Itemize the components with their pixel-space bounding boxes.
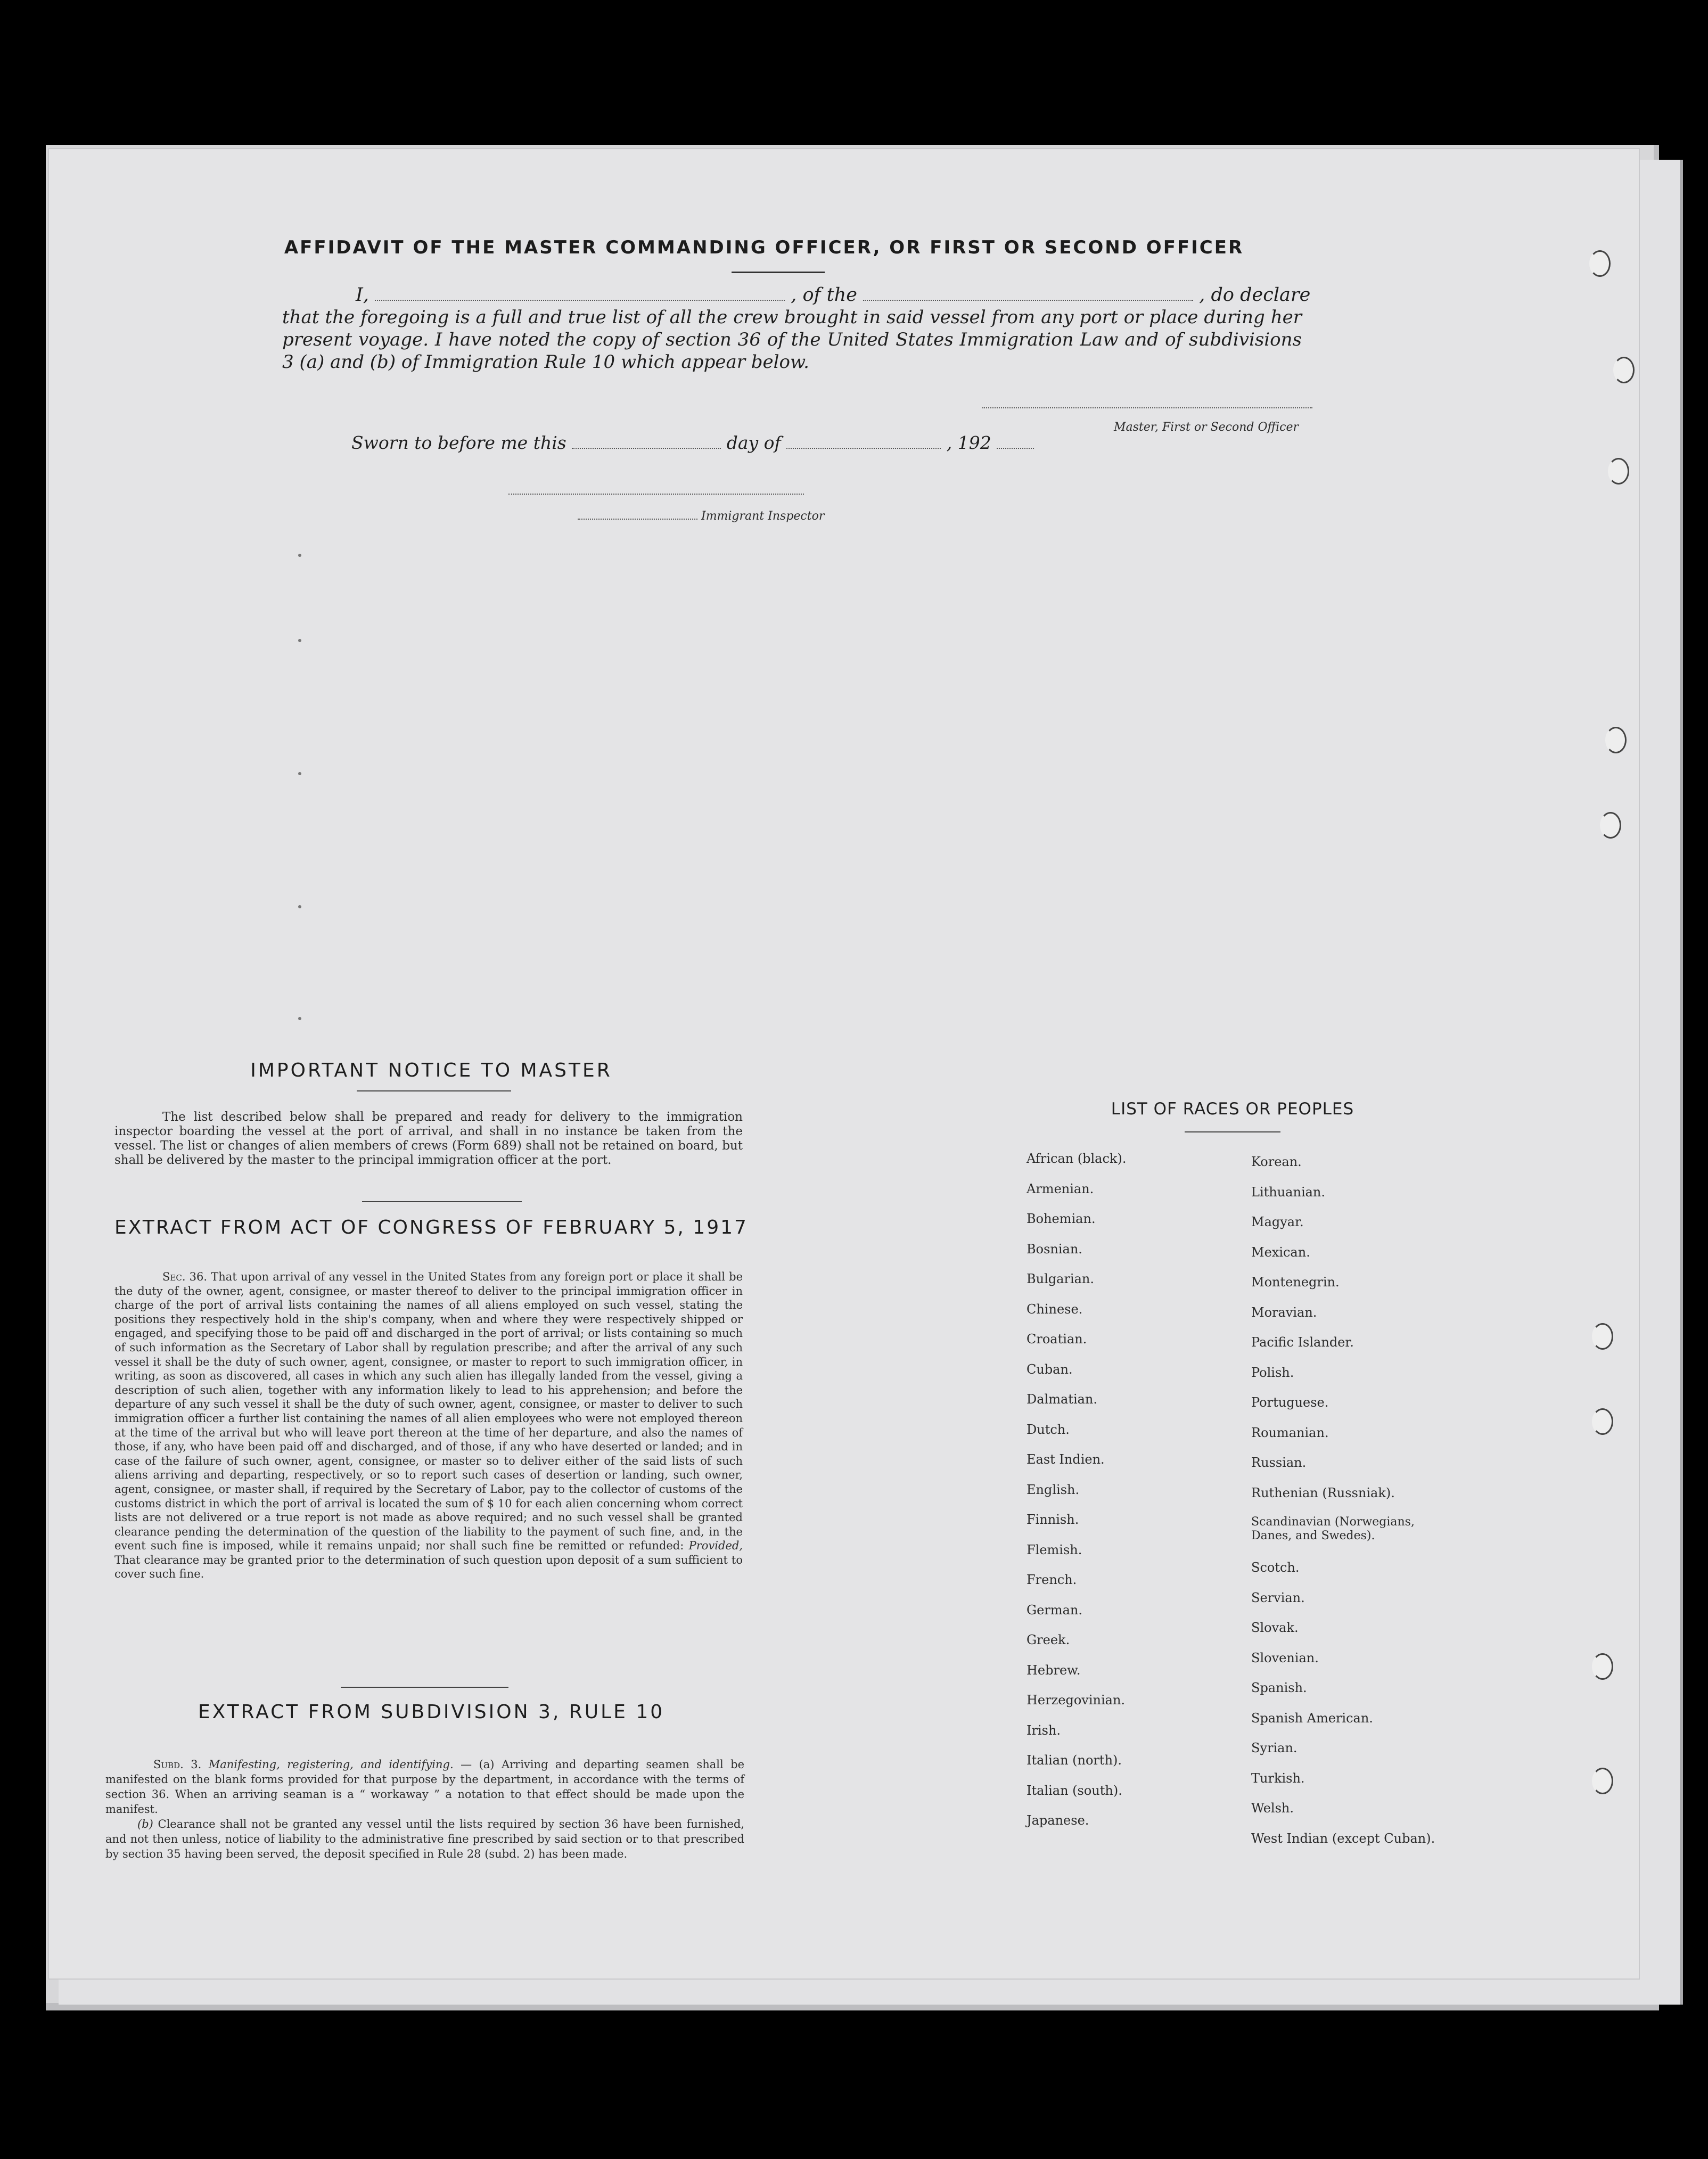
race-item: Lithuanian.	[1251, 1184, 1326, 1200]
race-item: Spanish.	[1251, 1680, 1307, 1695]
vessel-blank[interactable]	[863, 300, 1193, 301]
notice-title: IMPORTANT NOTICE TO MASTER	[250, 1060, 612, 1081]
year-label: , 192	[946, 432, 991, 453]
race-item: Roumanian.	[1251, 1425, 1329, 1440]
declaration-i: I,	[356, 284, 369, 306]
rule10-b-label: (b)	[137, 1818, 153, 1830]
race-item: Herzegovinian.	[1027, 1693, 1126, 1708]
binding-hole	[1608, 458, 1629, 485]
act-text	[114, 1270, 743, 1581]
race-item: Japanese.	[1027, 1813, 1089, 1828]
act-provided-text: That clearance may be granted prior to the determination of such question upon deposit of a sum sufficient to cover such fine.	[114, 1553, 743, 1581]
race-item: Moravian.	[1251, 1304, 1317, 1320]
binding-hole	[1592, 1323, 1613, 1350]
act-sec-label: Sec. 36.	[162, 1270, 208, 1283]
rule10-b	[105, 1817, 744, 1861]
race-item: Bulgarian.	[1027, 1271, 1094, 1286]
rule10-subd-title: Manifesting, registering, and identifying.	[208, 1758, 454, 1771]
race-item: Ruthenian (Russniak).	[1251, 1485, 1395, 1500]
race-item: Greek.	[1027, 1632, 1070, 1647]
race-item: Polish.	[1251, 1365, 1294, 1380]
notice-bottom-rule	[362, 1201, 522, 1202]
binding-hole	[1592, 1408, 1613, 1435]
margin-dot	[298, 905, 301, 908]
race-item: Magyar.	[1251, 1214, 1304, 1229]
rule10-b-text: Clearance shall not be granted any vessel until the lists required by section 36 have been furnished, and not then unless, notice of liability to the administrative fine prescribed by said section or to that prescribed by section 35 having been served, the deposit specified in Rule 28 (subd. 2) has been made.	[105, 1818, 744, 1860]
race-item: Bohemian.	[1027, 1211, 1096, 1226]
race-item: Mexican.	[1251, 1244, 1310, 1260]
race-item: Italian (north).	[1027, 1753, 1122, 1768]
margin-dot	[298, 639, 301, 642]
binding-hole	[1613, 357, 1635, 383]
race-item: Dutch.	[1027, 1422, 1070, 1437]
inspector-caption-text: Immigrant Inspector	[701, 510, 825, 523]
race-item: French.	[1027, 1572, 1077, 1587]
notice-rule	[357, 1090, 511, 1091]
race-item: Flemish.	[1027, 1542, 1082, 1557]
name-blank[interactable]	[375, 300, 785, 301]
race-item: East Indien.	[1027, 1452, 1105, 1467]
race-item: Bosnian.	[1027, 1241, 1082, 1257]
race-item: Slovenian.	[1251, 1650, 1319, 1665]
inspector-signature-line[interactable]	[508, 492, 804, 495]
sworn-label: Sworn to before me this	[351, 432, 566, 453]
race-item: Dalmatian.	[1027, 1392, 1098, 1407]
race-item: Finnish.	[1027, 1512, 1079, 1527]
rule10-text	[105, 1757, 744, 1861]
race-item: Servian.	[1251, 1590, 1305, 1605]
act-title: EXTRACT FROM ACT OF CONGRESS OF FEBRUARY 5, 1917	[114, 1217, 748, 1238]
sworn-year-blank[interactable]	[997, 448, 1034, 449]
master-caption: Master, First or Second Officer	[1114, 421, 1299, 434]
affidavit-body: that the foregoing is a full and true list of all the crew brought in said vessel from any port or place during her present voyage. I have noted the copy of section 36 of the United States Immigration Law and of subdivisions 3 (a) and (b) of Immigration Rule 10 which appear below.	[282, 307, 1302, 373]
declaration-line	[356, 284, 1310, 306]
margin-dot	[298, 1017, 301, 1020]
race-item: Armenian.	[1027, 1181, 1094, 1196]
binding-hole	[1592, 1768, 1613, 1794]
race-item: Chinese.	[1027, 1301, 1083, 1317]
affidavit-title: AFFIDAVIT OF THE MASTER COMMANDING OFFICER, OR FIRST OR SECOND OFFICER	[284, 237, 1244, 258]
act-bottom-rule	[341, 1687, 508, 1688]
inspector-dotted	[578, 519, 697, 520]
race-item: West Indian (except Cuban).	[1251, 1830, 1435, 1846]
rule10-subd-label: Subd. 3.	[153, 1758, 202, 1771]
act-provided-label: Provided,	[688, 1539, 743, 1553]
race-item: Italian (south).	[1027, 1783, 1122, 1798]
binding-hole	[1605, 727, 1627, 753]
declaration-of-the: , of the	[791, 284, 857, 306]
race-item: Hebrew.	[1027, 1662, 1081, 1678]
act-body: That upon arrival of any vessel in the United States from any foreign port or place it shall be the duty of the owner, agent, consignee, or master thereof to deliver to the principal immigration officer in charge of the port of arrival lists containing the names of all aliens employed on such vessel, stating the positions they respectively hold in the ship's company, when and where they were respectively shipped or engaged, and specifying those to be paid off and discharged in the port of arrival; or lists containing so much of such information as the Secretary of Labor shall by regulation prescribe; and after the arrival of any such vessel it shall be the duty of such owner, agent, consignee, or master to report to such immigration officer, in writing, as soon as discovered, all cases in which any such alien has illegally landed from the vessel, giving a description of such alien, together with any information likely to lead to his apprehension; and before the departure of any such vessel it shall be the duty of such owner, agent, consignee, or master to deliver to such immigration officer a further list containing the names of all alien employees who were not employed thereon at the time of the arrival but who will leave port thereon at the time of her departure, and also the names of those, if any, who have been paid off and discharged, and of those, if any who have deserted or landed; and in case of the failure of such owner, agent, consignee, or master so to deliver either of the said lists of such aliens arriving and departing, respectively, or so to report such cases of desertion or landing, such owner, agent, consignee, or master shall, if required by the Secretary of Labor, pay to the collector of customs of the customs district in which the port of arrival is located the sum of $ 10 for each alien concerning whom correct lists are not delivered or a true report is not made as above required; and no such vessel shall be granted clearance pending the determination of the question of the liability to the payment of such fine, and, in the event such fine is imposed, while it remains unpaid; nor shall such fine be remitted or refunded:	[114, 1270, 743, 1553]
binding-hole	[1589, 250, 1611, 277]
race-item: Slovak.	[1251, 1620, 1299, 1635]
race-item: Croatian.	[1027, 1332, 1087, 1347]
master-signature-line[interactable]	[982, 406, 1312, 408]
race-item: Welsh.	[1251, 1801, 1294, 1816]
rule10-a	[105, 1757, 744, 1817]
race-item: African (black).	[1027, 1151, 1127, 1166]
notice-text: The list described below shall be prepared and ready for delivery to the immigration inspector boarding the vessel at the port of arrival, and shall in no instance be taken from the vessel. The list or changes of alien members of crews (Form 689) shall not be retained on board, but shall be delivered by the master to the principal immigration officer at the port.	[114, 1110, 743, 1167]
sworn-line	[351, 432, 1034, 453]
race-item: Turkish.	[1251, 1770, 1305, 1786]
race-item: Syrian.	[1251, 1741, 1298, 1755]
races-title: LIST OF RACES OR PEOPLES	[1111, 1099, 1354, 1119]
race-item: Cuban.	[1027, 1361, 1073, 1377]
races-rule	[1185, 1131, 1280, 1132]
race-item: Spanish American.	[1251, 1710, 1373, 1726]
race-item: Montenegrin.	[1251, 1275, 1340, 1290]
declaration-declare: , do declare	[1199, 284, 1311, 306]
inspector-caption	[578, 510, 824, 523]
race-item: English.	[1027, 1482, 1080, 1497]
rule10-a-text: — (a) Arriving and departing seamen shall be manifested on the blank forms provided for that purpose by the department, in accordance with the terms of section 36. When an arriving seaman is a “ workaway ” a notation to that effect should be made upon the manifest.	[105, 1758, 745, 1816]
race-item: Russian.	[1251, 1455, 1307, 1470]
binding-hole	[1600, 812, 1621, 839]
binding-hole	[1592, 1653, 1613, 1680]
day-of-label: day of	[726, 432, 781, 453]
race-item: Irish.	[1027, 1722, 1061, 1738]
margin-dot	[298, 554, 301, 557]
sworn-day-blank[interactable]	[572, 448, 721, 449]
race-item: Scandinavian (Norwegians, Danes, and Swedes).	[1251, 1515, 1415, 1542]
rule10-title: EXTRACT FROM SUBDIVISION 3, RULE 10	[198, 1701, 665, 1723]
race-item: Pacific Islander.	[1251, 1335, 1354, 1350]
race-item: Korean.	[1251, 1154, 1302, 1169]
race-item: German.	[1027, 1602, 1082, 1618]
race-item: Portuguese.	[1251, 1395, 1329, 1410]
sworn-month-blank[interactable]	[786, 448, 941, 449]
margin-dot	[298, 772, 301, 775]
title-rule	[732, 272, 825, 273]
race-item: Scotch.	[1251, 1560, 1300, 1575]
